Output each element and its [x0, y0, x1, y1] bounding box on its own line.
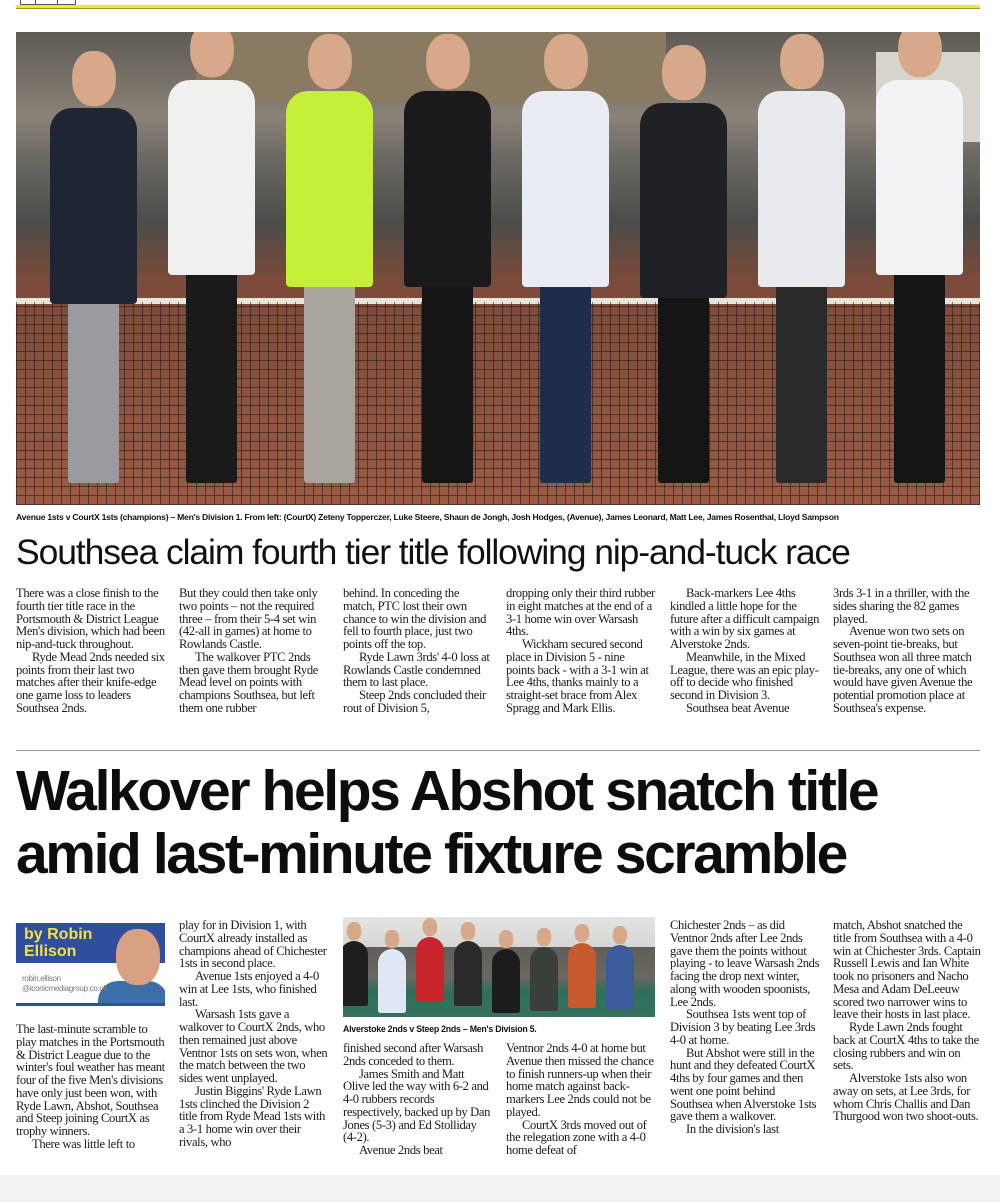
- headline-line: amid last-minute fixture scramble: [16, 822, 846, 886]
- paragraph: Alverstoke 1sts also won away on sets, at Lee 3rds, for whom Chris Challis and Dan Thurgood won two shoot-outs.: [833, 1071, 979, 1124]
- article-column: [670, 919, 820, 1175]
- player-figure: [36, 51, 151, 505]
- paragraph: The last-minute scramble to play matches in the Portsmouth & District League due to the winter's foul weather has meant four of the five Men's divisions have only just been won, with Ryde Lawn, Abshot, Southsea and Steep joining CourtX as trophy winners.: [16, 1023, 165, 1138]
- paragraph: Meanwhile, in the Mixed League, there was an epic play-off to decide who finished second in Division 3.: [670, 649, 819, 702]
- player-figure: [373, 930, 411, 1017]
- paragraph: Avenue 1sts enjoyed a 4-0 win at Lee 1sts, who finished last.: [179, 969, 319, 1009]
- headline-line: Walkover helps Abshot snatch title: [16, 759, 878, 823]
- article-column: [506, 1042, 656, 1175]
- paragraph: Ryde Lawn 3rds' 4-0 loss at Rowlands Castle condemned them to last place.: [343, 649, 490, 690]
- paragraph: 3rds 3-1 in a thriller, with the sides sharing the 82 games played.: [833, 587, 970, 626]
- paragraph: Southsea beat Avenue: [686, 700, 790, 715]
- paragraph: There was little left to: [32, 1136, 135, 1151]
- article-column: [179, 587, 329, 727]
- paragraph: Avenue 2nds beat: [359, 1143, 443, 1157]
- author-face: [116, 929, 160, 985]
- author-email[interactable]: [22, 974, 107, 994]
- team-photo-division-5: [343, 917, 655, 1017]
- team-photo-division-1: [16, 32, 980, 505]
- photo-caption: Alverstoke 2nds v Steep 2nds – Men's Division 5.: [343, 1024, 537, 1034]
- player-figure: [343, 922, 373, 1017]
- author-byline-box: [16, 923, 165, 1006]
- paragraph: There was a close finish to the fourth tier title race in the Portsmouth & District League Men's division, which had been nip-and-tuck throughout.: [16, 587, 165, 651]
- paragraph: match, Abshot snatched the title from Southsea with a 4-0 win at Chichester 3rds. Captain Russell Lewis and Ian White took no prisoners and Nacho Mesa and Adam DeLeeuw scored two narrower wins to leave their hosts in last place.: [833, 919, 981, 1022]
- article-column: [16, 1023, 166, 1175]
- author-name: [24, 926, 92, 960]
- player-figure: [449, 922, 487, 1017]
- paragraph: The walkover PTC 2nds then gave them brought Ryde Mead level on points with champions Southsea, but left them one rubber: [179, 649, 319, 715]
- paragraph: Wickham secured second place in Division 5 - nine points back - with a 3-1 win at Lee 4ths, thanks mainly to a straight-set brace from Alex Spragg and Mark Ellis.: [506, 637, 649, 715]
- paragraph: dropping only their third rubber in eight matches at the end of a 3-1 home win over Warsash 4ths.: [506, 587, 655, 639]
- player-figure: [525, 928, 563, 1017]
- paragraph: Avenue won two sets on seven-point tie-breaks, but Southsea won all three match tie-breaks, any one of which would have given Avenue the potential promotion place at Southsea's expense.: [833, 624, 973, 715]
- photo-caption: Avenue 1sts v CourtX 1sts (champions) – Men's Division 1. From left: (CourtX) Zeteny Topperczer, Luke Steere, Shaun de Jongh, Josh Hodges, (Avenue), James Leonard, Matt Lee, James Rosenthal, Lloyd Sampson: [16, 512, 839, 522]
- article-column: [506, 587, 656, 727]
- paragraph: Ryde Mead 2nds needed six points from their last two matches after their knife-edge one game loss to leaders Southsea 2nds.: [16, 649, 165, 715]
- paragraph: James Smith and Matt Olive led the way with 6-2 and 4-0 rubbers records respectively, backed up by Dan Jones (5-3) and Ed Stolliday (4-2).: [343, 1066, 491, 1145]
- divider: [16, 750, 980, 751]
- byline-line: by Robin: [24, 926, 93, 943]
- email-line[interactable]: robin.ellison: [22, 974, 61, 983]
- player-figure: [272, 34, 387, 506]
- article-column: [16, 587, 166, 727]
- paragraph: CourtX 3rds moved out of the relegation zone with a 4-0 home defeat of: [506, 1117, 647, 1157]
- article-column: [670, 587, 820, 727]
- paragraph: But they could then take only two points – not the required three – from their 5-4 set win (42-all in games) at home to Rowlands Castle.: [179, 587, 318, 651]
- paragraph: behind. In conceding the match, PTC lost their own chance to win the division and fell to fourth place, just two points off the top.: [343, 587, 487, 651]
- paragraph: Warsash 1sts gave a walkover to CourtX 2nds, who then remained just above Ventnor 1sts on sets won, when the match between the two sides went unplayed.: [179, 1007, 328, 1085]
- email-line[interactable]: @iconicmediagroup.co.uk: [22, 984, 108, 993]
- bottom-bar: [0, 1175, 1000, 1202]
- paragraph: Chichester 2nds – as did Ventnor 2nds after Lee 2nds gave them the points without playing - to leave Warsash 2nds facing the drop next winter, along with wooden spoonists, Lee 2nds.: [670, 919, 820, 1009]
- article-column: [833, 919, 983, 1175]
- section-accent-bar: [16, 5, 980, 9]
- paragraph: finished second after Warsash 2nds conceded to them.: [343, 1042, 484, 1068]
- player-figure: [154, 32, 269, 505]
- paragraph: Southsea 1sts went top of Division 3 by beating Lee 3rds 4-0 at home.: [670, 1007, 816, 1047]
- player-figure: [744, 34, 859, 506]
- paragraph: Back-markers Lee 4ths kindled a little hope for the future after a difficult campaign with a win by six games at Alverstoke 2nds.: [670, 587, 820, 651]
- article-column: [179, 919, 329, 1175]
- player-figure: [508, 34, 623, 506]
- player-figure: [390, 34, 505, 506]
- paragraph: In the division's last: [686, 1122, 779, 1136]
- headline: [16, 760, 877, 886]
- paragraph: Justin Biggins' Ryde Lawn 1sts clinched the Division 2 title from Ryde Mead 1sts with a 3-1 home win over their rivals, who: [179, 1083, 326, 1149]
- paragraph: Ventnor 2nds 4-0 at home but Avenue then missed the chance to finish runners-up when their home match against back-markers Lee 2nds could not be played.: [506, 1042, 654, 1119]
- paragraph: But Abshot were still in the hunt and they defeated CourtX 4ths by four games and then went one point behind Southsea when Alverstoke 1sts gave them a walkover.: [670, 1045, 817, 1124]
- article-column: [833, 587, 983, 727]
- paragraph: Ryde Lawn 2nds fought back at CourtX 4ths to take the closing rubbers and win on sets.: [833, 1020, 979, 1073]
- player-figure: [626, 45, 741, 505]
- paragraph: play for in Division 1, with CourtX already installed as champions ahead of Chichester 1sts in second place.: [179, 919, 327, 971]
- player-figure: [411, 918, 449, 1017]
- headline: Southsea claim fourth tier title following nip-and-tuck race: [16, 532, 850, 572]
- player-figure: [601, 926, 639, 1017]
- player-figure: [563, 924, 601, 1017]
- article-column: [343, 1042, 493, 1175]
- paragraph: Steep 2nds concluded their rout of Division 5,: [343, 688, 486, 715]
- byline-line: Ellison: [24, 943, 77, 960]
- article-column: [343, 587, 493, 727]
- player-figure: [487, 930, 525, 1017]
- player-figure: [862, 32, 977, 505]
